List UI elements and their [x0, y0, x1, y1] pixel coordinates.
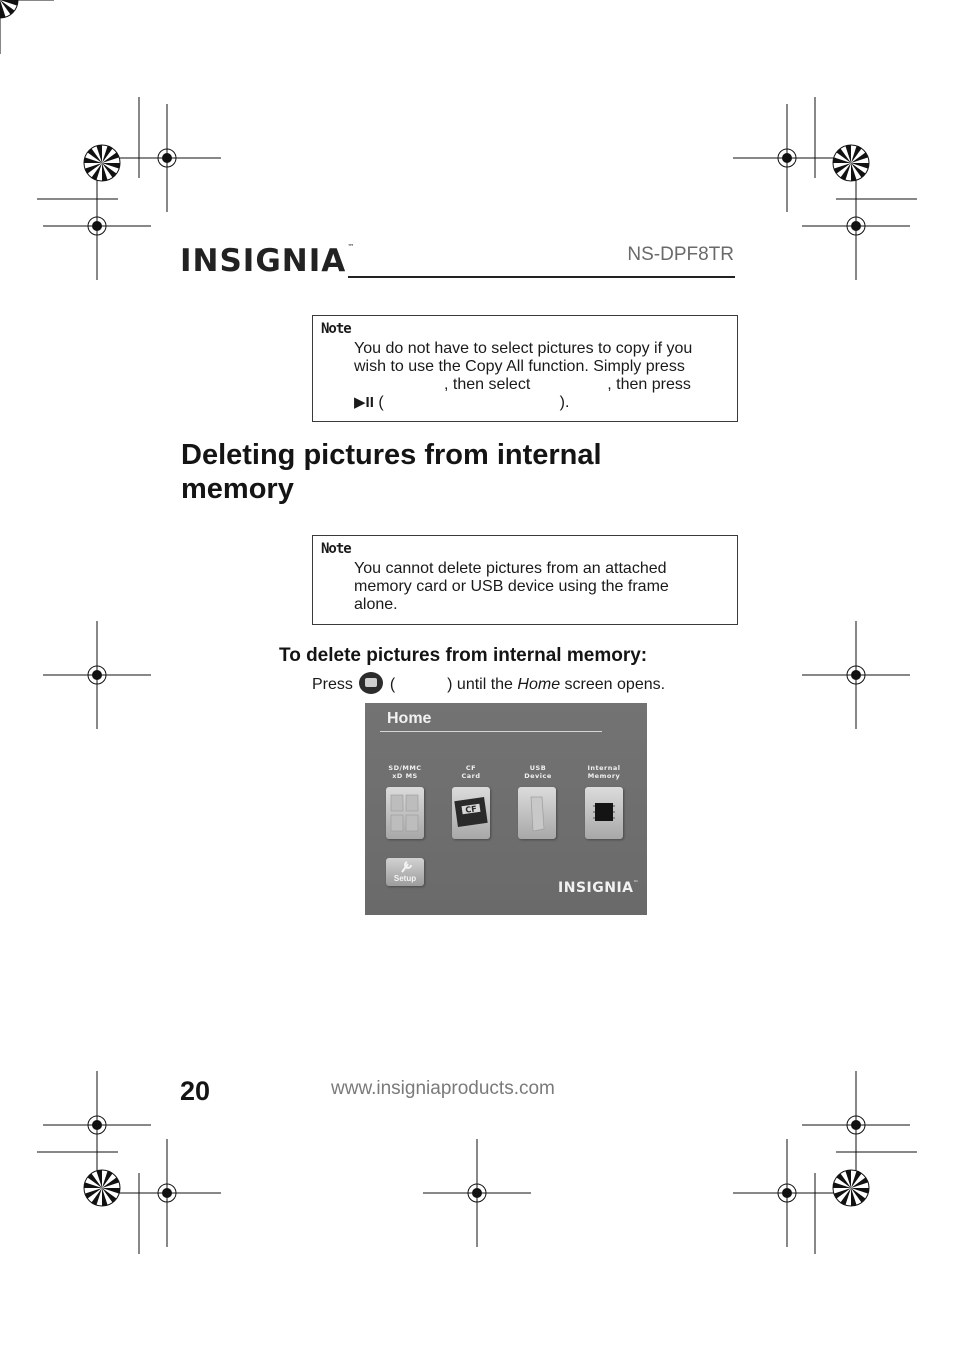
note-box-delete: [312, 535, 738, 625]
footer-url[interactable]: www.insigniaproducts.com: [331, 1078, 555, 1099]
note-line: You cannot delete pictures from an attached: [354, 560, 667, 577]
device-label-sd: SD/MMC xD MS: [388, 764, 422, 780]
note-body: [354, 560, 669, 614]
header-rule: [348, 276, 735, 278]
note-title: Note: [321, 541, 351, 557]
step-text: Press: [312, 676, 353, 693]
page-number: 20: [180, 1076, 211, 1106]
device-label-cf: CF Card: [461, 764, 481, 780]
memory-chip-icon[interactable]: [585, 787, 623, 839]
home-screen-screenshot: [365, 703, 647, 915]
note-text: , then select: [444, 376, 531, 393]
procedure-title: To delete pictures from internal memory:: [279, 645, 648, 666]
step-text: (: [389, 676, 396, 693]
device-label-memory: Internal Memory: [587, 764, 621, 780]
procedure-step: [312, 672, 665, 694]
note-line: alone.: [354, 596, 398, 613]
note-line: [354, 376, 692, 394]
home-button-icon: [359, 672, 383, 694]
wrench-icon: [386, 858, 424, 874]
screen-divider: [380, 731, 602, 732]
step-home-term: Home: [517, 676, 561, 693]
note-line: wish to use the Copy All function. Simply press: [354, 358, 685, 375]
note-line: [354, 394, 692, 412]
screen-brand-logo: INSIGNIA™: [558, 880, 639, 896]
usb-device-icon[interactable]: [518, 787, 556, 839]
note-text: , then press: [607, 376, 691, 393]
note-box-copy-all: [312, 315, 738, 422]
svg-text:CF: CF: [464, 804, 478, 815]
play-pause-icon: ▶II: [354, 394, 374, 411]
note-body: [354, 340, 692, 412]
note-title: Note: [321, 321, 351, 337]
setup-button[interactable]: [386, 858, 424, 886]
note-line: memory card or USB device using the frame: [354, 578, 669, 595]
brand-logo: INSIGNIA™: [180, 243, 356, 279]
cf-card-icon[interactable]: [452, 787, 490, 839]
step-text: screen opens.: [564, 676, 666, 693]
note-text: (: [378, 394, 384, 411]
heading-line: memory: [181, 473, 294, 505]
setup-label: Setup: [393, 874, 417, 883]
device-label-usb: USB Device: [524, 764, 552, 780]
note-text: ).: [559, 394, 570, 411]
sd-card-icon[interactable]: [386, 787, 424, 839]
model-number: NS-DPF8TR: [627, 244, 734, 265]
screen-title: Home: [387, 710, 432, 727]
heading-line: Deleting pictures from internal: [181, 439, 602, 471]
step-text: ) until the: [447, 676, 513, 693]
section-heading: [181, 438, 651, 506]
note-line: You do not have to select pictures to copy if you: [354, 340, 693, 357]
